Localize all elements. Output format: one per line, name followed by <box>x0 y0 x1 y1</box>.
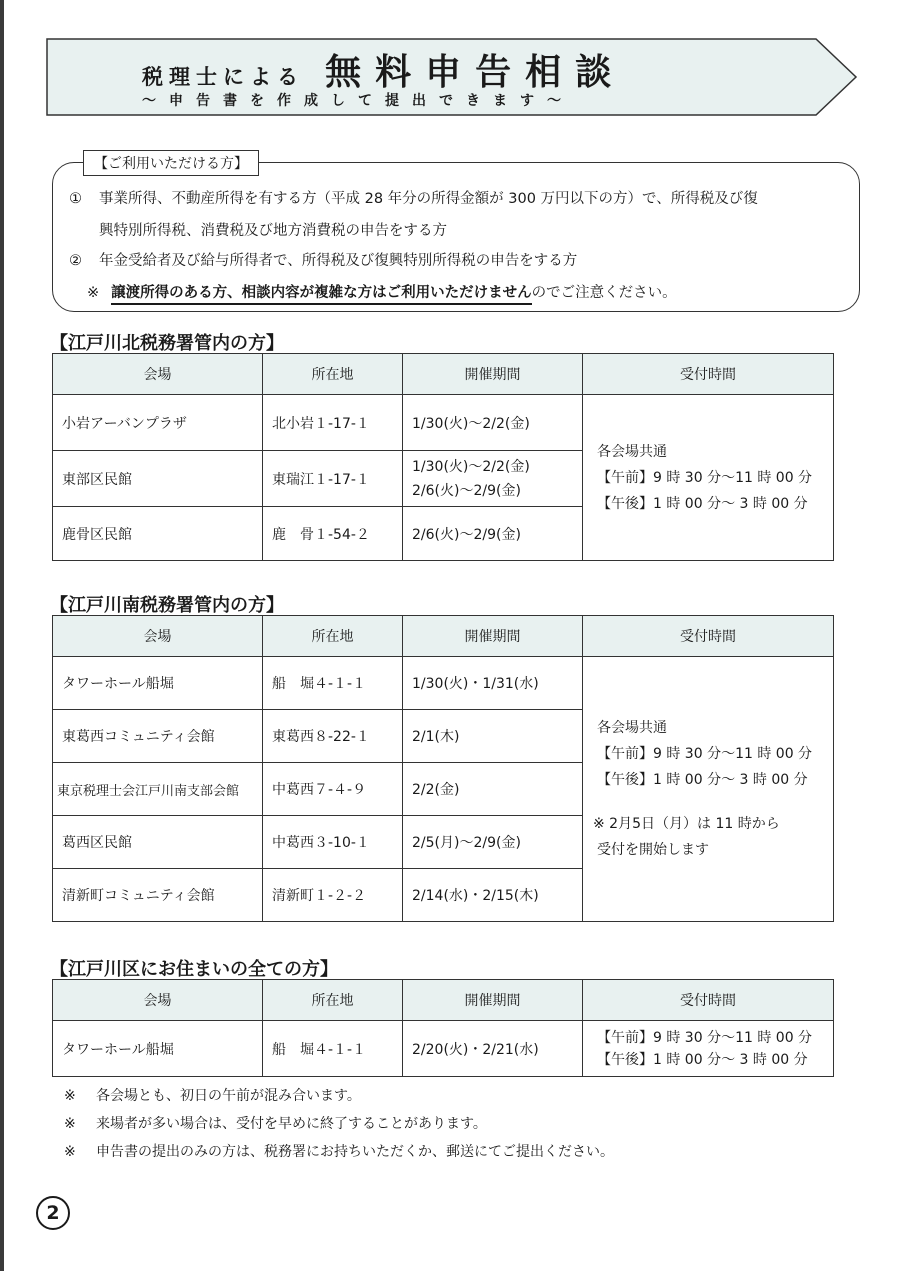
schedule-table-north <box>52 353 834 561</box>
header-hours: 受付時間 <box>583 980 834 1021</box>
table-row <box>53 395 834 451</box>
header-hours: 受付時間 <box>583 354 834 395</box>
address-cell: 清新町１-２-２ <box>263 869 403 922</box>
address-cell: 船 堀４-１-１ <box>263 657 403 710</box>
period-cell: 2/6(火)～2/9(金) <box>403 507 583 561</box>
schedule-table-south <box>52 615 834 922</box>
address-cell: 中葛西３-10-１ <box>263 816 403 869</box>
banner-title: 無料申告相談 <box>325 52 626 93</box>
header-address: 所在地 <box>263 616 403 657</box>
table-row <box>53 1021 834 1077</box>
period-cell: 1/30(火)～2/2(金) <box>403 395 583 451</box>
section-title-north: 【江戸川北税務署管内の方】 <box>50 333 284 354</box>
footnote: ※ 申告書の提出のみの方は、税務署にお持ちいただくか、郵送にてご提出ください。 <box>64 1144 614 1160</box>
table-header-row <box>53 980 834 1021</box>
eligibility-item-2: ② 年金受給者及び給与所得者で、所得税及び復興特別所得税の申告をする方 <box>69 253 578 269</box>
period-cell: 2/1(木) <box>403 710 583 763</box>
header-address: 所在地 <box>263 354 403 395</box>
venue-cell: 小岩アーバンプラザ <box>53 395 263 451</box>
banner-tagline: ～申告書を作成して提出できます～ <box>142 93 574 109</box>
eligibility-note: ※ 譲渡所得のある方、相談内容が複雑な方はご利用いただけませんのでご注意ください。 <box>87 281 677 302</box>
address-cell: 船 堀４-１-１ <box>263 1021 403 1077</box>
schedule-table-all-residents <box>52 979 834 1077</box>
page-edge <box>0 0 4 1271</box>
header-period: 開催期間 <box>403 616 583 657</box>
hours-cell: 【午前】9 時 30 分～11 時 00 分 【午後】1 時 00 分～ 3 時 00 分 <box>583 1021 834 1077</box>
header-venue: 会場 <box>53 354 263 395</box>
header-hours: 受付時間 <box>583 616 834 657</box>
venue-cell: 東葛西コミュニティ会館 <box>53 710 263 763</box>
venue-cell: タワーホール船堀 <box>53 657 263 710</box>
title-banner <box>46 38 858 116</box>
hours-cell: 各会場共通 【午前】9 時 30 分～11 時 00 分 【午後】1 時 00 分～ 3 時 00 分 <box>583 395 834 561</box>
address-cell: 東瑞江１-17-１ <box>263 451 403 507</box>
table-row <box>53 657 834 710</box>
section-title-all-residents: 【江戸川区にお住まいの全ての方】 <box>50 959 338 980</box>
venue-cell: タワーホール船堀 <box>53 1021 263 1077</box>
table-header-row <box>53 616 834 657</box>
footnote: ※ 来場者が多い場合は、受付を早めに終了することがあります。 <box>64 1116 487 1132</box>
period-cell: 1/30(火)～2/2(金) 2/6(火)～2/9(金) <box>403 451 583 507</box>
period-cell: 1/30(火)・1/31(水) <box>403 657 583 710</box>
period-cell: 2/20(火)・2/21(水) <box>403 1021 583 1077</box>
table-header-row <box>53 354 834 395</box>
eligibility-box <box>52 156 860 312</box>
venue-cell: 清新町コミュニティ会館 <box>53 869 263 922</box>
venue-cell: 東部区民館 <box>53 451 263 507</box>
footnote: ※ 各会場とも、初日の午前が混み合います。 <box>64 1088 361 1104</box>
header-address: 所在地 <box>263 980 403 1021</box>
venue-cell: 葛西区民館 <box>53 816 263 869</box>
address-cell: 東葛西８-22-１ <box>263 710 403 763</box>
eligibility-item-1: ① 事業所得、不動産所得を有する方（平成 28 年分の所得金額が 300 万円以下の方）で、所得税及び復 <box>69 191 758 207</box>
section-title-south: 【江戸川南税務署管内の方】 <box>50 595 284 616</box>
hours-cell: 各会場共通 【午前】9 時 30 分～11 時 00 分 【午後】1 時 00 分～ 3 時 00 分 ※ 2月5日（月）は 11 時から 受付を開始します <box>583 657 834 922</box>
address-cell: 鹿 骨１-54-２ <box>263 507 403 561</box>
period-cell: 2/14(水)・2/15(木) <box>403 869 583 922</box>
header-venue: 会場 <box>53 616 263 657</box>
venue-cell: 東京税理士会江戸川南支部会館 <box>53 763 263 816</box>
header-venue: 会場 <box>53 980 263 1021</box>
period-cell: 2/5(月)～2/9(金) <box>403 816 583 869</box>
eligibility-item-1-cont: 興特別所得税、消費税及び地方消費税の申告をする方 <box>99 223 447 239</box>
banner-lead: 税理士による <box>142 65 304 89</box>
venue-cell: 鹿骨区民館 <box>53 507 263 561</box>
header-period: 開催期間 <box>403 980 583 1021</box>
address-cell: 中葛西７-４-９ <box>263 763 403 816</box>
page-number: 2 <box>36 1196 70 1230</box>
address-cell: 北小岩１-17-１ <box>263 395 403 451</box>
header-period: 開催期間 <box>403 354 583 395</box>
period-cell: 2/2(金) <box>403 763 583 816</box>
eligibility-title: 【ご利用いただける方】 <box>83 150 259 176</box>
